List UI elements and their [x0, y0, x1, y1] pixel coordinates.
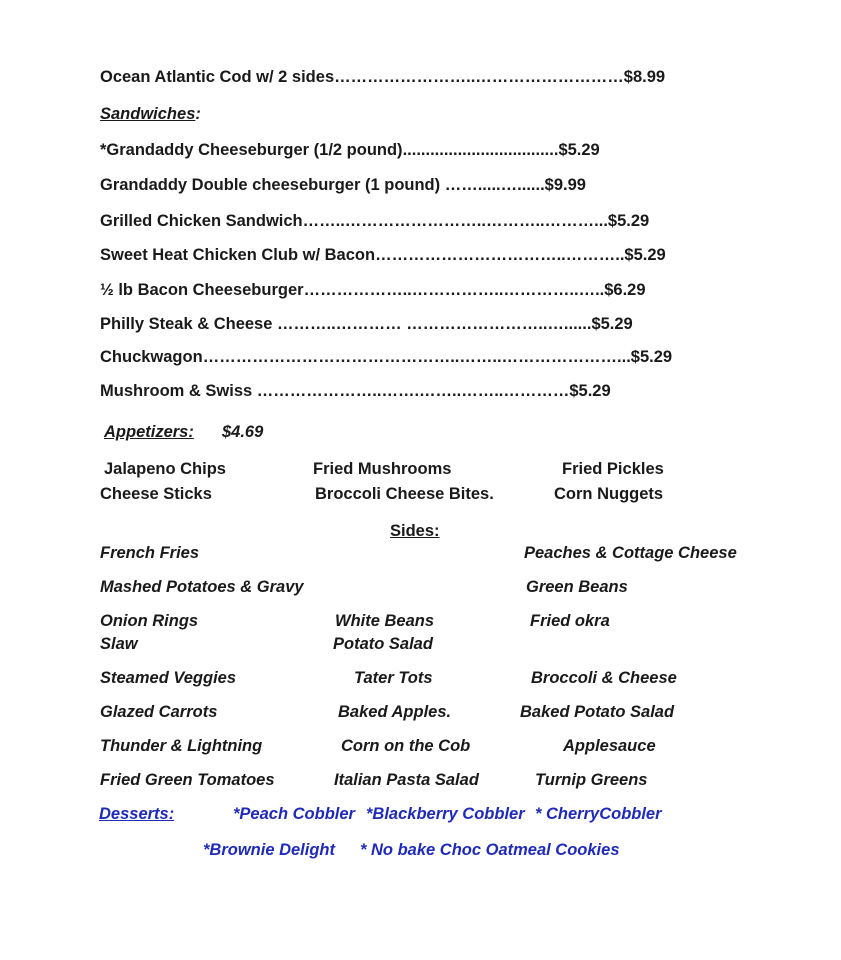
- leader-dots: ……………………..………………………: [334, 68, 624, 86]
- leader-dots: ………………..……………..…………..…..: [303, 281, 605, 299]
- item-price: $5.29: [558, 141, 600, 159]
- leader-dots: ……..……………………..………..………...: [302, 212, 608, 230]
- item-price: $5.29: [591, 315, 633, 333]
- item-price: $5.29: [569, 382, 611, 400]
- dessert-item: *Blackberry Cobbler: [366, 805, 525, 823]
- menu-item-cod: [100, 67, 665, 87]
- menu-item: [100, 280, 646, 300]
- item-price: $8.99: [623, 68, 666, 86]
- side-item: Green Beans: [526, 578, 628, 596]
- item-name: Chuckwagon: [100, 348, 203, 366]
- side-item: Onion Rings: [100, 612, 199, 630]
- appetizer-item: Corn Nuggets: [554, 485, 664, 503]
- side-item: Baked Apples.: [338, 703, 452, 721]
- leader-dots: ………………………………………..……..…………………...: [202, 348, 631, 366]
- appetizers-heading: Appetizers:: [104, 423, 194, 441]
- side-item: Mashed Potatoes & Gravy: [100, 578, 304, 596]
- item-name: ½ lb Bacon Cheeseburger: [100, 281, 304, 299]
- menu-item: [100, 347, 672, 367]
- leader-dots: ..................................: [402, 141, 559, 159]
- item-name: Grandaddy Double cheeseburger (1 pound): [100, 176, 441, 194]
- menu-item: [100, 314, 633, 334]
- leader-dots: ………..………… ……………………..…......: [277, 315, 592, 333]
- dessert-item: *Peach Cobbler: [233, 805, 355, 823]
- leader-dots: …………………..…….……..……..…………: [256, 382, 570, 400]
- appetizers-price: $4.69: [222, 423, 264, 441]
- appetizer-item: Fried Pickles: [562, 460, 664, 478]
- side-item: French Fries: [100, 544, 200, 562]
- desserts-heading: Desserts:: [99, 805, 175, 823]
- side-item: Fried okra: [530, 612, 610, 630]
- item-name: *Grandaddy Cheeseburger (1/2 pound): [100, 141, 403, 159]
- item-price: $6.29: [604, 281, 646, 299]
- leader-dots: ……………………………..………..: [375, 246, 625, 264]
- side-item: Italian Pasta Salad: [334, 771, 479, 789]
- menu-item: [100, 175, 586, 195]
- side-item: Thunder & Lightning: [100, 737, 263, 755]
- item-price: $5.29: [630, 348, 673, 366]
- side-item: Tater Tots: [354, 669, 433, 687]
- menu-item: [100, 211, 649, 231]
- dessert-item: * No bake Choc Oatmeal Cookies: [360, 841, 620, 859]
- appetizer-item: Cheese Sticks: [100, 485, 212, 503]
- sandwiches-heading-text: Sandwiches: [100, 105, 196, 123]
- item-name: Grilled Chicken Sandwich: [100, 212, 303, 230]
- item-name: Mushroom & Swiss: [100, 382, 257, 400]
- dessert-item: *Brownie Delight: [203, 841, 336, 859]
- sides-heading: Sides:: [390, 522, 440, 540]
- menu-item: [100, 140, 600, 160]
- item-name: Ocean Atlantic Cod w/ 2 sides: [100, 68, 335, 86]
- side-item: Fried Green Tomatoes: [100, 771, 275, 789]
- side-item: Broccoli & Cheese: [531, 669, 677, 687]
- sandwiches-heading: [100, 104, 201, 124]
- dessert-item: * CherryCobbler: [535, 805, 662, 823]
- menu-item: [100, 381, 611, 401]
- item-price: $9.99: [544, 176, 586, 194]
- sandwiches-heading-colon: :: [195, 105, 201, 123]
- item-name: Sweet Heat Chicken Club w/ Bacon: [100, 246, 376, 264]
- side-item: Applesauce: [563, 737, 656, 755]
- item-price: $5.29: [607, 212, 650, 230]
- side-item: White Beans: [335, 612, 435, 630]
- appetizer-item: Jalapeno Chips: [104, 460, 226, 478]
- side-item: Slaw: [100, 635, 138, 653]
- appetizer-item: Fried Mushrooms: [313, 460, 452, 478]
- side-item: Corn on the Cob: [341, 737, 471, 755]
- side-item: Baked Potato Salad: [520, 703, 675, 721]
- leader-dots: …….....…......: [440, 176, 545, 194]
- item-price: $5.29: [624, 246, 666, 264]
- side-item: Turnip Greens: [535, 771, 648, 789]
- appetizer-item: Broccoli Cheese Bites.: [315, 485, 494, 503]
- side-item: Steamed Veggies: [100, 669, 237, 687]
- side-item: Peaches & Cottage Cheese: [524, 544, 737, 562]
- side-item: Potato Salad: [333, 635, 433, 653]
- menu-item: [100, 245, 666, 265]
- item-name: Philly Steak & Cheese: [100, 315, 277, 333]
- side-item: Glazed Carrots: [100, 703, 218, 721]
